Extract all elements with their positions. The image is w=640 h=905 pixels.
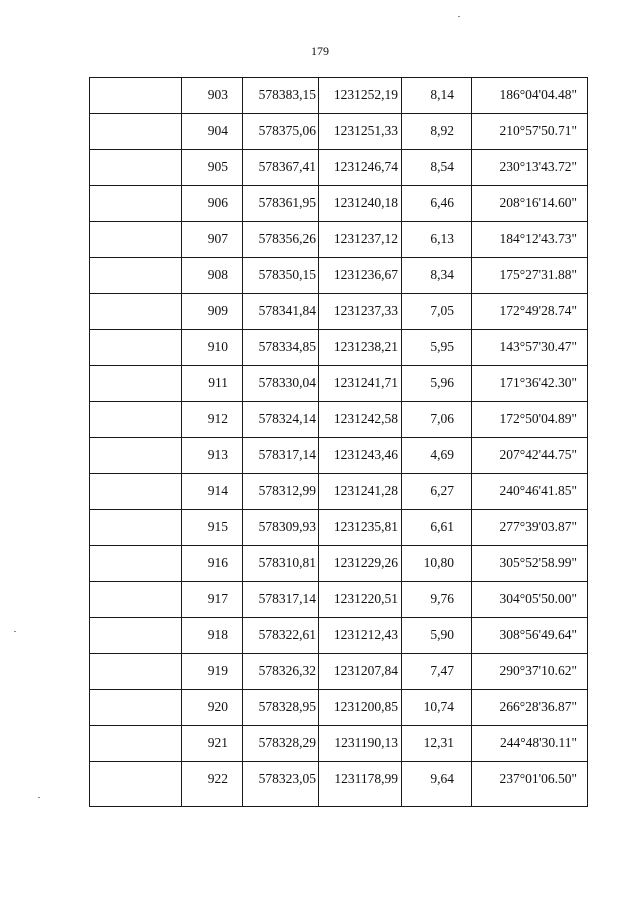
table-row — [90, 690, 588, 726]
table-row — [90, 366, 588, 402]
distance-cell: 7,06 — [402, 402, 472, 438]
table-row — [90, 186, 588, 222]
y-coordinate-cell: 1231241,71 — [319, 366, 402, 402]
point-number-cell: 906 — [182, 186, 243, 222]
y-coordinate-cell: 1231235,81 — [319, 510, 402, 546]
table-row — [90, 582, 588, 618]
x-coordinate-cell: 578334,85 — [243, 330, 319, 366]
empty-cell — [90, 114, 182, 150]
table-row — [90, 402, 588, 438]
distance-cell: 8,92 — [402, 114, 472, 150]
empty-cell — [90, 258, 182, 294]
y-coordinate-cell: 1231237,12 — [319, 222, 402, 258]
point-number-cell: 921 — [182, 726, 243, 762]
empty-cell — [90, 690, 182, 726]
angle-cell: 208°16'14.60" — [472, 186, 588, 222]
point-number-cell: 922 — [182, 762, 243, 807]
empty-cell — [90, 618, 182, 654]
y-coordinate-cell: 1231243,46 — [319, 438, 402, 474]
angle-cell: 186°04'04.48" — [472, 78, 588, 114]
distance-cell: 12,31 — [402, 726, 472, 762]
y-coordinate-cell: 1231178,99 — [319, 762, 402, 807]
distance-cell: 6,61 — [402, 510, 472, 546]
angle-cell: 305°52'58.99" — [472, 546, 588, 582]
table-row — [90, 330, 588, 366]
distance-cell: 10,74 — [402, 690, 472, 726]
y-coordinate-cell: 1231242,58 — [319, 402, 402, 438]
distance-cell: 7,47 — [402, 654, 472, 690]
empty-cell — [90, 150, 182, 186]
angle-cell: 184°12'43.73" — [472, 222, 588, 258]
angle-cell: 230°13'43.72" — [472, 150, 588, 186]
y-coordinate-cell: 1231220,51 — [319, 582, 402, 618]
angle-cell: 207°42'44.75" — [472, 438, 588, 474]
y-coordinate-cell: 1231229,26 — [319, 546, 402, 582]
point-number-cell: 905 — [182, 150, 243, 186]
empty-cell — [90, 510, 182, 546]
y-coordinate-cell: 1231251,33 — [319, 114, 402, 150]
x-coordinate-cell: 578312,99 — [243, 474, 319, 510]
x-coordinate-cell: 578328,29 — [243, 726, 319, 762]
x-coordinate-cell: 578326,32 — [243, 654, 319, 690]
table-row — [90, 438, 588, 474]
x-coordinate-cell: 578324,14 — [243, 402, 319, 438]
point-number-cell: 917 — [182, 582, 243, 618]
x-coordinate-cell: 578341,84 — [243, 294, 319, 330]
y-coordinate-cell: 1231190,13 — [319, 726, 402, 762]
empty-cell — [90, 726, 182, 762]
empty-cell — [90, 438, 182, 474]
point-number-cell: 903 — [182, 78, 243, 114]
empty-cell — [90, 294, 182, 330]
table-row — [90, 474, 588, 510]
point-number-cell: 912 — [182, 402, 243, 438]
distance-cell: 8,14 — [402, 78, 472, 114]
angle-cell: 237°01'06.50" — [472, 762, 588, 807]
distance-cell: 6,46 — [402, 186, 472, 222]
x-coordinate-cell: 578317,14 — [243, 582, 319, 618]
y-coordinate-cell: 1231252,19 — [319, 78, 402, 114]
angle-cell: 277°39'03.87" — [472, 510, 588, 546]
angle-cell: 175°27'31.88" — [472, 258, 588, 294]
empty-cell — [90, 582, 182, 618]
angle-cell: 210°57'50.71" — [472, 114, 588, 150]
angle-cell: 172°49'28.74" — [472, 294, 588, 330]
angle-cell: 171°36'42.30" — [472, 366, 588, 402]
y-coordinate-cell: 1231236,67 — [319, 258, 402, 294]
distance-cell: 8,54 — [402, 150, 472, 186]
point-number-cell: 904 — [182, 114, 243, 150]
empty-cell — [90, 474, 182, 510]
angle-cell: 240°46'41.85" — [472, 474, 588, 510]
x-coordinate-cell: 578317,14 — [243, 438, 319, 474]
empty-cell — [90, 222, 182, 258]
x-coordinate-cell: 578322,61 — [243, 618, 319, 654]
y-coordinate-cell: 1231200,85 — [319, 690, 402, 726]
distance-cell: 7,05 — [402, 294, 472, 330]
angle-cell: 266°28'36.87" — [472, 690, 588, 726]
scan-speck — [14, 631, 16, 632]
distance-cell: 9,76 — [402, 582, 472, 618]
point-number-cell: 913 — [182, 438, 243, 474]
distance-cell: 5,96 — [402, 366, 472, 402]
empty-cell — [90, 330, 182, 366]
y-coordinate-cell: 1231237,33 — [319, 294, 402, 330]
coordinates-table-body — [90, 78, 588, 807]
scan-speck — [38, 797, 40, 798]
angle-cell: 172°50'04.89" — [472, 402, 588, 438]
point-number-cell: 907 — [182, 222, 243, 258]
x-coordinate-cell: 578310,81 — [243, 546, 319, 582]
x-coordinate-cell: 578323,05 — [243, 762, 319, 807]
x-coordinate-cell: 578367,41 — [243, 150, 319, 186]
point-number-cell: 915 — [182, 510, 243, 546]
empty-cell — [90, 186, 182, 222]
x-coordinate-cell: 578361,95 — [243, 186, 319, 222]
y-coordinate-cell: 1231241,28 — [319, 474, 402, 510]
y-coordinate-cell: 1231238,21 — [319, 330, 402, 366]
point-number-cell: 908 — [182, 258, 243, 294]
table-row — [90, 78, 588, 114]
table-row — [90, 726, 588, 762]
empty-cell — [90, 546, 182, 582]
table-row — [90, 546, 588, 582]
table-row — [90, 150, 588, 186]
empty-cell — [90, 762, 182, 807]
table-row — [90, 258, 588, 294]
distance-cell: 6,13 — [402, 222, 472, 258]
x-coordinate-cell: 578356,26 — [243, 222, 319, 258]
angle-cell: 244°48'30.11" — [472, 726, 588, 762]
y-coordinate-cell: 1231246,74 — [319, 150, 402, 186]
table-row — [90, 114, 588, 150]
x-coordinate-cell: 578328,95 — [243, 690, 319, 726]
angle-cell: 143°57'30.47" — [472, 330, 588, 366]
point-number-cell: 911 — [182, 366, 243, 402]
point-number-cell: 909 — [182, 294, 243, 330]
distance-cell: 8,34 — [402, 258, 472, 294]
y-coordinate-cell: 1231240,18 — [319, 186, 402, 222]
table-row — [90, 618, 588, 654]
angle-cell: 308°56'49.64" — [472, 618, 588, 654]
point-number-cell: 910 — [182, 330, 243, 366]
distance-cell: 10,80 — [402, 546, 472, 582]
y-coordinate-cell: 1231207,84 — [319, 654, 402, 690]
x-coordinate-cell: 578330,04 — [243, 366, 319, 402]
x-coordinate-cell: 578383,15 — [243, 78, 319, 114]
distance-cell: 6,27 — [402, 474, 472, 510]
empty-cell — [90, 78, 182, 114]
empty-cell — [90, 654, 182, 690]
point-number-cell: 918 — [182, 618, 243, 654]
distance-cell: 4,69 — [402, 438, 472, 474]
distance-cell: 5,90 — [402, 618, 472, 654]
x-coordinate-cell: 578375,06 — [243, 114, 319, 150]
angle-cell: 290°37'10.62" — [472, 654, 588, 690]
point-number-cell: 914 — [182, 474, 243, 510]
empty-cell — [90, 402, 182, 438]
table-row — [90, 510, 588, 546]
scan-speck — [458, 16, 460, 17]
table-row — [90, 294, 588, 330]
empty-cell — [90, 366, 182, 402]
point-number-cell: 919 — [182, 654, 243, 690]
table-row — [90, 654, 588, 690]
distance-cell: 5,95 — [402, 330, 472, 366]
x-coordinate-cell: 578309,93 — [243, 510, 319, 546]
page-number: 179 — [311, 44, 329, 58]
table-row — [90, 762, 588, 807]
point-number-cell: 916 — [182, 546, 243, 582]
distance-cell: 9,64 — [402, 762, 472, 807]
y-coordinate-cell: 1231212,43 — [319, 618, 402, 654]
point-number-cell: 920 — [182, 690, 243, 726]
x-coordinate-cell: 578350,15 — [243, 258, 319, 294]
angle-cell: 304°05'50.00" — [472, 582, 588, 618]
coordinates-table — [89, 77, 588, 807]
table-row — [90, 222, 588, 258]
